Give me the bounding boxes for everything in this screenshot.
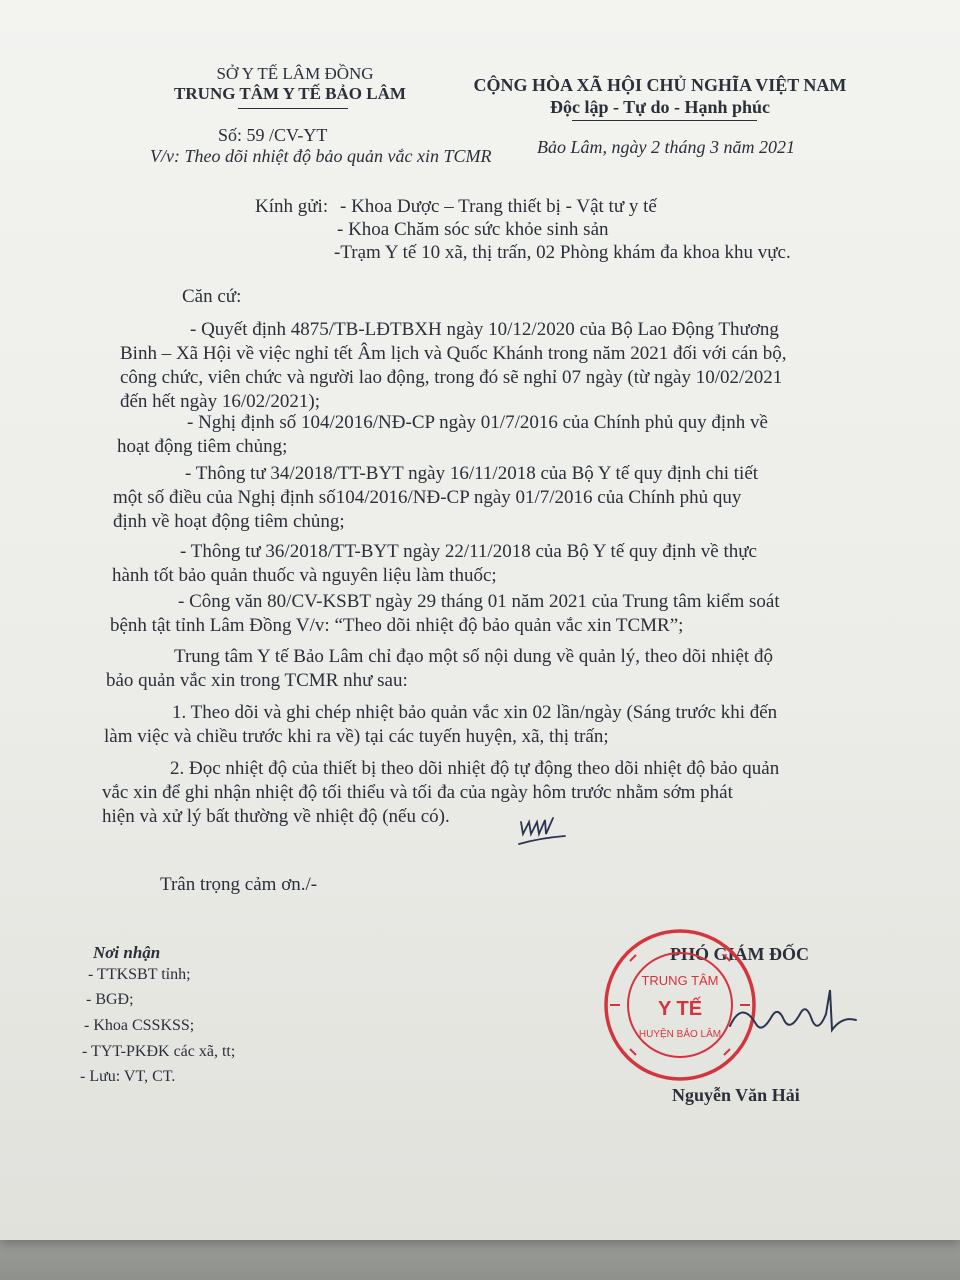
stamp-text: HUYỆN BẢO LÂM [638, 1029, 722, 1040]
text-line: - Công văn 80/CV-KSBT ngày 29 tháng 01 năm 2021 của Trung tâm kiểm soát [178, 591, 780, 612]
text-line: một số điều của Nghị định số104/2016/NĐ-CP ngày 01/7/2016 của Chính phủ quy [113, 487, 742, 508]
text-line: vắc xin để ghi nhận nhiệt độ tối thiểu và tối đa của ngày hôm trước nhằm sớm phát [102, 782, 733, 803]
national-motto: Độc lập - Tự do - Hạnh phúc [549, 97, 771, 117]
text-line: - Thông tư 34/2018/TT-BYT ngày 16/11/2018 của Bộ Y tế quy định chi tiết [185, 463, 759, 484]
handwritten-signature [722, 980, 862, 1050]
footer-recipient-line: - Lưu: VT, CT. [80, 1068, 176, 1085]
basis-paragraph [113, 462, 873, 534]
text-line: - Thông tư 36/2018/TT-BYT ngày 22/11/2018 của Bộ Y tế quy định về thực [180, 541, 757, 562]
text-line: đến hết ngày 16/02/2021); [120, 391, 320, 412]
footer-recipients-label: Nơi nhận [93, 943, 161, 962]
text-line: hành tốt bảo quản thuốc và nguyên liệu làm thuốc; [112, 565, 497, 586]
item-paragraph [104, 701, 880, 749]
footer-recipient-line: - TTKSBT tỉnh; [88, 966, 191, 983]
document-number: Số: 59 /CV-YT [218, 125, 328, 145]
closing-text: Trân trọng cảm ơn./- [160, 874, 318, 895]
dept-name: SỞ Y TẾ LÂM ĐỒNG [216, 64, 374, 83]
text-line: hoạt động tiêm chủng; [117, 436, 288, 457]
document-subject: V/v: Theo dõi nhiệt độ bảo quản vắc xin TCMR [150, 146, 492, 166]
item-paragraph [102, 757, 880, 829]
country-name: CỘNG HÒA XÃ HỘI CHỦ NGHĨA VIỆT NAM [473, 75, 847, 95]
text-line: 2. Đọc nhiệt độ của thiết bị theo dõi nhiệt độ tự động theo dõi nhiệt độ bảo quản [170, 758, 780, 779]
footer-recipient-line: - BGĐ; [86, 991, 134, 1008]
text-line: Trung tâm Y tế Bảo Lâm chỉ đạo một số nội dung về quản lý, theo dõi nhiệt độ [174, 646, 773, 667]
text-line: - Quyết định 4875/TB-LĐTBXH ngày 10/12/2020 của Bộ Lao Động Thương [190, 319, 779, 340]
stamp-text: Y TẾ [657, 998, 703, 1020]
text-line: Binh – Xã Hội về việc nghỉ tết Âm lịch và Quốc Khánh trong năm 2021 đối với cán bộ, [120, 343, 787, 364]
basis-label: Căn cứ: [182, 286, 242, 307]
initial-mark [515, 812, 575, 852]
basis-paragraph [112, 540, 872, 588]
footer-recipient-line: - Khoa CSSKSS; [84, 1017, 195, 1034]
recipient-line: - Khoa Dược – Trang thiết bị - Vật tư y tế [340, 196, 657, 217]
recipient-line: -Trạm Y tế 10 xã, thị trấn, 02 Phòng khám đa khoa khu vực. [334, 242, 791, 263]
signer-title: PHÓ GIÁM ĐỐC [670, 944, 809, 964]
footer-recipient-line: - TYT-PKĐK các xã, tt; [82, 1043, 236, 1060]
basis-paragraph [117, 411, 877, 459]
basis-paragraph [120, 318, 880, 414]
text-line: hiện và xử lý bất thường về nhiệt độ (nếu có). [102, 806, 450, 827]
intro-paragraph [106, 645, 876, 693]
signer-name: Nguyễn Văn Hải [672, 1085, 800, 1105]
org-name: TRUNG TÂM Y TẾ BẢO LÂM [174, 84, 406, 103]
stamp-text: TRUNG TÂM [641, 973, 719, 988]
recipient-line: - Khoa Chăm sóc sức khỏe sinh sản [337, 219, 609, 240]
text-line: 1. Theo dõi và ghi chép nhiệt bảo quản vắc xin 02 lần/ngày (Sáng trước khi đến [172, 702, 778, 723]
text-line: định về hoạt động tiêm chủng; [113, 511, 345, 532]
text-line: bệnh tật tỉnh Lâm Đồng V/v: “Theo dõi nhiệt độ bảo quản vắc xin TCMR”; [110, 615, 684, 636]
org-underline [238, 108, 348, 109]
text-line: công chức, viên chức và người lao động, trong đó sẽ nghỉ 07 ngày (từ ngày 10/02/2021 [120, 367, 783, 388]
text-line: - Nghị định số 104/2016/NĐ-CP ngày 01/7/2016 của Chính phủ quy định về [187, 412, 768, 433]
motto-underline [572, 120, 757, 121]
document-date: Bảo Lâm, ngày 2 tháng 3 năm 2021 [537, 137, 795, 157]
basis-paragraph [110, 590, 870, 638]
text-line: bảo quản vắc xin trong TCMR như sau: [106, 670, 408, 691]
text-line: làm việc và chiều trước khi ra về) tại các tuyến huyện, xã, thị trấn; [104, 726, 609, 747]
recipients-label: Kính gửi: [255, 196, 329, 217]
